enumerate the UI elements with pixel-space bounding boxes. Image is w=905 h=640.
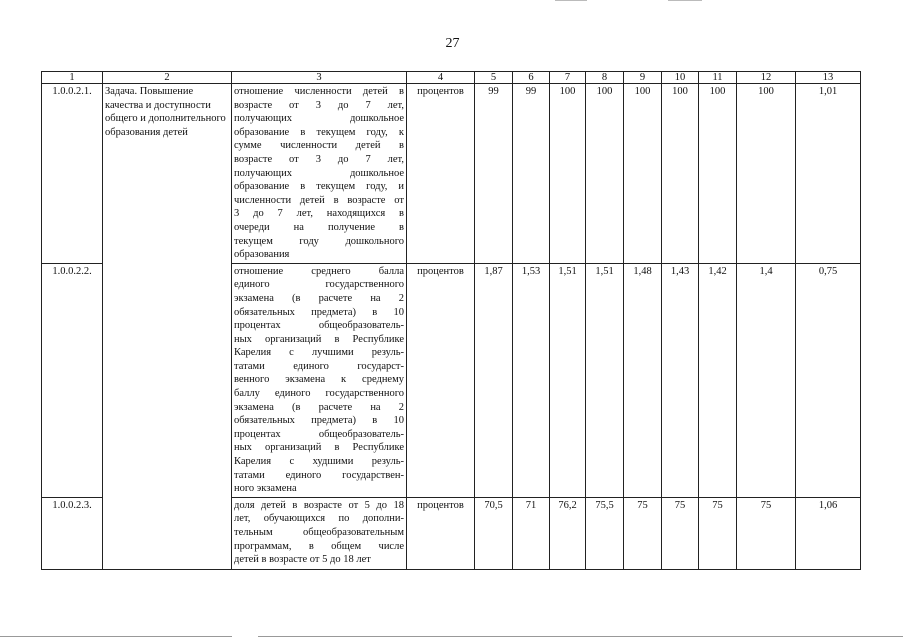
- unit-cell: процентов: [407, 263, 475, 497]
- column-number: 3: [232, 72, 407, 84]
- indicator-line: программам, в общем числе: [234, 540, 404, 552]
- column-number: 4: [407, 72, 475, 84]
- indicator-line: экзамена (в расчете на 2: [234, 292, 404, 304]
- value-cell: 100: [699, 84, 737, 264]
- column-number: 5: [475, 72, 513, 84]
- column-number: 10: [662, 72, 699, 84]
- column-number: 13: [796, 72, 861, 84]
- indicator-line: Карелия с худшими резуль-: [234, 456, 404, 468]
- indicator-line: обязательных предмета) в 10: [234, 306, 404, 318]
- indicator-line: очереди на получение в: [234, 221, 404, 233]
- indicator-line: текущем году дошкольного: [234, 235, 404, 247]
- indicator-line: венного экзамена к среднему: [234, 374, 404, 386]
- value-cell: 75: [737, 497, 796, 569]
- column-number: 8: [586, 72, 624, 84]
- indicator-line: татами единого государст-: [234, 360, 404, 372]
- indicator-line: ного экзамена: [234, 483, 297, 495]
- indicator-line: доля детей в возрасте от 5 до 18: [234, 499, 404, 511]
- indicator-line: возрасте от 3 до 7 лет,: [234, 153, 404, 165]
- column-number: 7: [550, 72, 586, 84]
- indicator-line: процентах общеобразователь-: [234, 320, 404, 332]
- value-cell: 75: [699, 497, 737, 569]
- value-cell: 100: [624, 84, 662, 264]
- indicator-cell: [232, 263, 407, 497]
- value-cell: 76,2: [550, 497, 586, 569]
- indicator-line: образование в текущем году, к: [234, 126, 404, 138]
- indicator-line: 3 до 7 лет, находящихся в: [234, 208, 404, 220]
- column-number: 12: [737, 72, 796, 84]
- value-cell: 1,42: [699, 263, 737, 497]
- value-cell: 100: [737, 84, 796, 264]
- value-cell: 75,5: [586, 497, 624, 569]
- indicator-line: отношение среднего балла: [234, 265, 404, 277]
- value-cell: 1,51: [586, 263, 624, 497]
- indicator-line: детей в возрасте от 5 до 18 лет: [234, 554, 371, 566]
- value-cell: 1,53: [513, 263, 550, 497]
- task-cell: Задача. Повышение качества и доступности общего и дополнительного образования детей: [103, 84, 232, 570]
- row-code: 1.0.0.2.1.: [42, 84, 103, 264]
- indicator-line: экзамена (в расчете на 2: [234, 401, 404, 413]
- value-cell: 100: [550, 84, 586, 264]
- value-cell: 1,48: [624, 263, 662, 497]
- indicator-line: лет, обучающихся по дополни-: [234, 513, 404, 525]
- indicator-line: возрасте от 3 до 7 лет,: [234, 99, 404, 111]
- value-cell: 99: [513, 84, 550, 264]
- column-number: 1: [42, 72, 103, 84]
- value-cell: 100: [586, 84, 624, 264]
- value-cell: 1,06: [796, 497, 861, 569]
- value-cell: 1,4: [737, 263, 796, 497]
- value-cell: 1,01: [796, 84, 861, 264]
- indicators-table: [41, 71, 861, 570]
- column-number-row: [42, 72, 861, 84]
- value-cell: 75: [624, 497, 662, 569]
- scan-artifact: [0, 636, 232, 637]
- value-cell: 1,43: [662, 263, 699, 497]
- value-cell: 100: [662, 84, 699, 264]
- indicator-line: единого государственного: [234, 279, 404, 291]
- value-cell: 0,75: [796, 263, 861, 497]
- value-cell: 71: [513, 497, 550, 569]
- indicator-line: образования: [234, 249, 290, 261]
- indicator-line: процентах общеобразователь-: [234, 428, 404, 440]
- value-cell: 1,87: [475, 263, 513, 497]
- indicator-line: ных организаций в Республике: [234, 333, 404, 345]
- scan-artifact: [668, 0, 702, 1]
- indicator-line: получающих дошкольное: [234, 167, 404, 179]
- value-cell: 75: [662, 497, 699, 569]
- indicator-cell: [232, 497, 407, 569]
- unit-cell: процентов: [407, 497, 475, 569]
- indicator-line: получающих дошкольное: [234, 113, 404, 125]
- indicator-line: тельным общеобразовательным: [234, 527, 404, 538]
- indicator-line: отношение численности детей в: [234, 86, 404, 97]
- indicator-line: обязательных предмета) в 10: [234, 415, 404, 427]
- value-cell: 70,5: [475, 497, 513, 569]
- value-cell: 1,51: [550, 263, 586, 497]
- column-number: 9: [624, 72, 662, 84]
- page-number: 27: [445, 36, 460, 51]
- indicator-cell: [232, 84, 407, 264]
- indicator-line: численности детей в возрасте от: [234, 194, 404, 206]
- table-row: [42, 84, 861, 264]
- indicator-line: ных организаций в Республике: [234, 442, 404, 454]
- indicator-line: образование в текущем году, и: [234, 181, 404, 193]
- column-number: 6: [513, 72, 550, 84]
- indicator-line: баллу единого государственного: [234, 388, 404, 400]
- column-number: 2: [103, 72, 232, 84]
- row-code: 1.0.0.2.2.: [42, 263, 103, 497]
- row-code: 1.0.0.2.3.: [42, 497, 103, 569]
- scan-artifact: [555, 0, 587, 1]
- scan-artifact: [258, 636, 903, 637]
- indicator-line: сумме численности детей в: [234, 140, 404, 152]
- indicator-line: Карелия с лучшими резуль-: [234, 347, 404, 359]
- unit-cell: процентов: [407, 84, 475, 264]
- column-number: 11: [699, 72, 737, 84]
- value-cell: 99: [475, 84, 513, 264]
- indicator-line: татами единого государствен-: [234, 469, 404, 481]
